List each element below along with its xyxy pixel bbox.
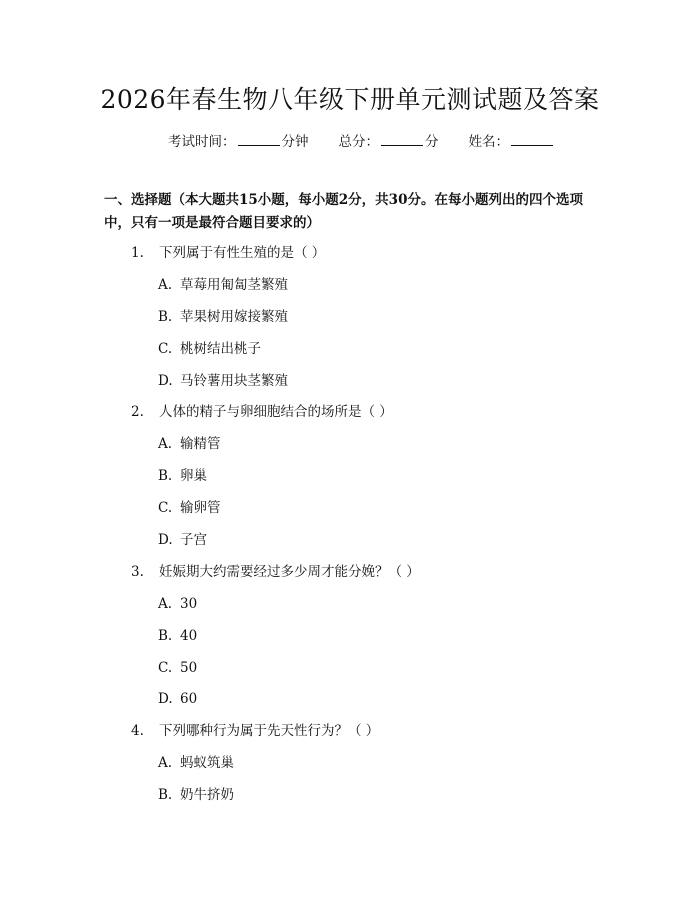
option-text: 50 (180, 660, 198, 676)
option-text: 子宫 (180, 532, 207, 548)
exam-time-field (168, 131, 309, 151)
question-2-option-d (158, 531, 207, 549)
question-number: 2. (131, 404, 144, 420)
question-3-option-d (158, 690, 197, 708)
option-letter: A. (158, 755, 173, 771)
question-3 (131, 563, 420, 581)
option-letter: B. (158, 309, 173, 325)
question-2 (131, 403, 393, 421)
question-3-option-a (158, 595, 197, 613)
total-score-unit: 分 (425, 134, 439, 150)
option-letter: D. (158, 691, 173, 707)
question-text: 妊娠期大约需要经过多少周才能分娩？（ ） (159, 564, 420, 580)
question-4 (131, 722, 379, 740)
question-4-option-a (158, 754, 234, 772)
question-text: 下列哪种行为属于先天性行为？（ ） (159, 723, 380, 739)
exam-info-line (168, 131, 555, 151)
question-1-option-d (158, 372, 288, 390)
question-3-option-b (158, 627, 197, 645)
total-score-label: 总分： (338, 134, 379, 150)
exam-time-blank (238, 131, 280, 146)
option-text: 输精管 (180, 436, 221, 452)
option-letter: C. (158, 500, 173, 516)
question-number: 4. (131, 723, 144, 739)
question-2-option-a (158, 435, 221, 453)
option-letter: C. (158, 660, 173, 676)
question-4-option-b (158, 786, 234, 804)
option-letter: A. (158, 277, 173, 293)
option-text: 输卵管 (180, 500, 221, 516)
option-text: 60 (180, 691, 198, 707)
option-text: 草莓用匍匐茎繁殖 (180, 277, 288, 293)
section-heading: 一、选择题（本大题共15小题，每小题2分，共30分。在每小题列出的四个选项中，只有一项是最符合题目要求的） (104, 192, 583, 231)
option-text: 马铃薯用块茎繁殖 (180, 373, 288, 389)
option-letter: A. (158, 436, 173, 452)
option-text: 40 (180, 628, 198, 644)
question-number: 3. (131, 564, 144, 580)
option-letter: A. (158, 596, 173, 612)
option-letter: B. (158, 787, 173, 803)
option-text: 桃树结出桃子 (180, 341, 261, 357)
student-name-blank (511, 131, 553, 146)
question-text: 下列属于有性生殖的是（ ） (159, 245, 326, 261)
option-text: 卵巢 (180, 468, 207, 484)
question-number: 1. (131, 245, 144, 261)
option-text: 蚂蚁筑巢 (180, 755, 234, 771)
total-score-blank (381, 131, 423, 146)
option-letter: B. (158, 628, 173, 644)
option-text: 苹果树用嫁接繁殖 (180, 309, 288, 325)
exam-time-unit: 分钟 (281, 134, 309, 150)
question-text: 人体的精子与卵细胞结合的场所是（ ） (159, 404, 393, 420)
total-score-field (339, 131, 439, 151)
option-text: 奶牛挤奶 (180, 787, 234, 803)
option-letter: D. (158, 532, 173, 548)
option-letter: B. (158, 468, 173, 484)
question-2-option-c (158, 499, 221, 517)
page-title: 2026年春生物八年级下册单元测试题及答案 (100, 85, 600, 114)
question-3-option-c (158, 659, 197, 677)
question-2-option-b (158, 467, 207, 485)
exam-time-label: 考试时间： (168, 134, 236, 150)
option-letter: D. (158, 373, 173, 389)
question-1-option-c (158, 340, 261, 358)
option-letter: C. (158, 341, 173, 357)
student-name-label: 姓名： (468, 134, 509, 150)
question-1-option-a (158, 276, 288, 294)
student-name-field (469, 131, 556, 151)
option-text: 30 (180, 596, 198, 612)
question-1 (131, 244, 325, 262)
question-1-option-b (158, 308, 288, 326)
